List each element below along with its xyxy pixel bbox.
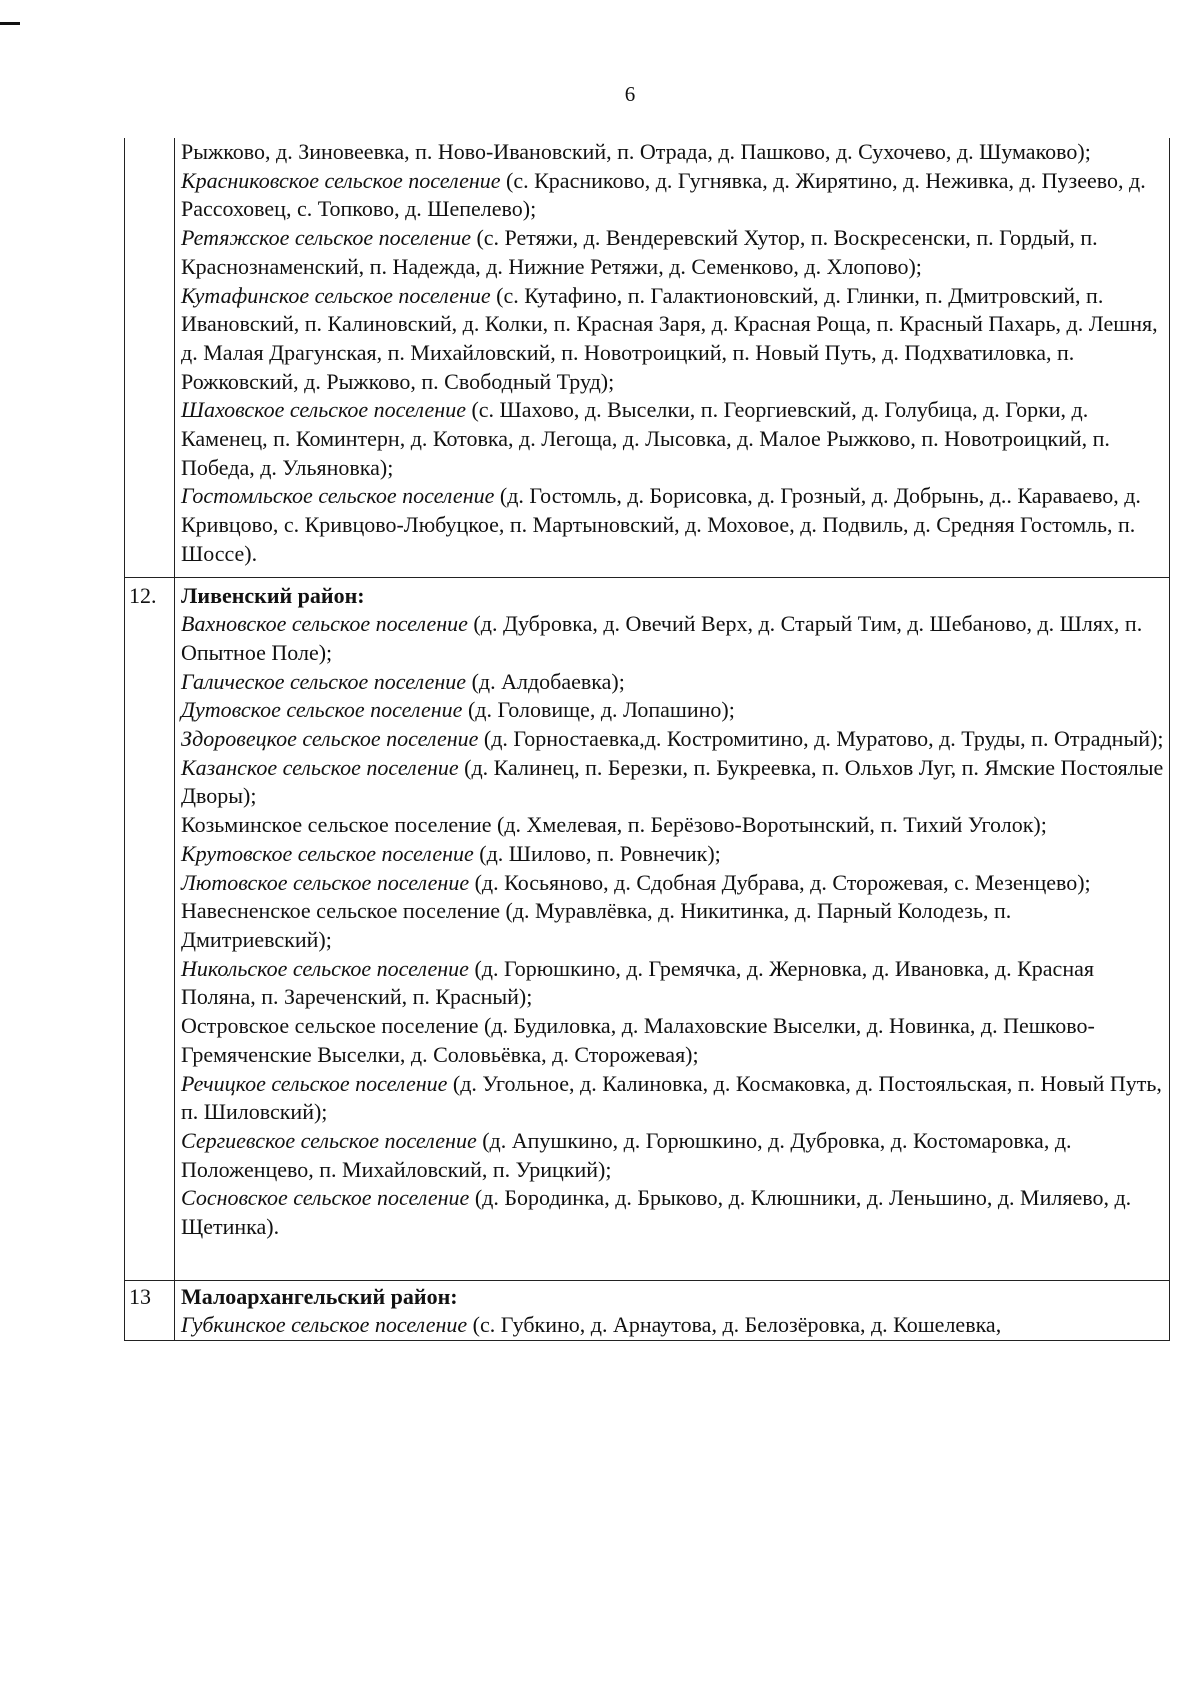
settlement-list: (д. Горюшкино, д. Гремячка, д. Жерновка, д. Ивановка, д. Красная Поляна, п. Зареченский, п. Красный); [181,955,1094,1010]
settlement-name: Речицкое сельское поселение [181,1070,448,1096]
scan-edge-mark [0,22,20,25]
settlements-table [124,138,1170,1341]
row-number [125,138,175,577]
settlement-list: (с. Красниково, д. Гугнявка, д. Жирятино, д. Неживка, д. Пузеево, д. Рассоховец, с. Топково, д. Шепелево); [181,167,1146,222]
settlement-list: (с. Ретяжи, д. Вендеревский Хутор, п. Воскресенски, п. Гордый, п. Краснознаменский, п. Надежда, д. Нижние Ретяжи, д. Семенково, д. Хлопово); [181,225,1098,279]
settlement-name: Сосновское сельское поселение [181,1185,470,1211]
settlement-entry [181,1070,1165,1127]
settlement-entry [181,811,1165,840]
settlement-name: Сергиевское сельское поселение [181,1127,477,1153]
settlement-list: Навесненское сельское поселение (д. Муравлёвка, д. Никитинка, д. Парный Колодезь, п. Дмитриевский); [181,898,1012,952]
settlement-list: (с. Шахово, д. Выселки, п. Георгиевский, д. Голубица, д. Горки, д. Каменец, п. Коминтерн, д. Котовка, д. Легоща, д. Лысовка, д. Малое Рыжково, п. Новотроицкий, п. Победа, д. Ульяновка); [181,397,1110,480]
settlement-list: (д. Калинец, п. Березки, п. Букреевка, п. Ольхов Луг, п. Ямские Постоялые Дворы); [181,754,1164,809]
settlement-list: (д. Дубровка, д. Овечий Верх, д. Старый Тим, д. Шебаново, д. Шлях, п. Опытное Поле); [181,611,1143,665]
settlement-name: Галическое сельское поселение [181,668,467,694]
settlement-list: (д. Шилово, п. Ровнечик); [473,840,721,866]
settlement-entry [181,955,1165,1012]
settlement-list: (д. Бородинка, д. Брыково, д. Клюшники, д. Леньшино, д. Миляево, д. Щетинка). [181,1185,1132,1240]
row-number: 12. [125,577,175,1280]
row-content [175,577,1170,1280]
settlement-name: Вахновское сельское поселение [181,611,468,637]
settlements-table-body [125,138,1170,1341]
settlement-entry [181,482,1165,568]
settlement-name: Губкинское сельское поселение [181,1312,468,1338]
settlement-entry [181,610,1165,667]
district-title: Ливенский район: [181,582,365,608]
table-row [125,138,1170,577]
settlement-entry [181,725,1165,754]
settlement-entry [181,869,1165,898]
settlement-name: Никольское сельское поселение [181,955,469,981]
settlement-entry [181,897,1165,954]
row-content [175,1280,1170,1340]
settlement-entry [181,282,1165,397]
settlement-entry [181,696,1165,725]
settlement-entry [181,396,1165,482]
settlement-entry [181,167,1165,224]
settlement-entry [181,1012,1165,1069]
settlement-entry [181,754,1165,811]
row-number: 13 [125,1280,175,1340]
settlement-entry [181,1184,1165,1241]
settlement-name: Дутовское сельское поселение [181,697,463,723]
settlement-name: Казанское сельское поселение [181,754,459,780]
settlement-list: (с. Губкино, д. Арнаутова, д. Белозёровка, д. Кошелевка, [467,1312,1002,1338]
row-content [175,138,1170,577]
settlement-list: (д. Гостомль, д. Борисовка, д. Грозный, д. Добрынь, д.. Караваево, д. Кривцово, с. Кривцово-Любуцкое, п. Мартыновский, д. Моховое, д. Подвиль, д. Средняя Гостомль, п. Шоссе). [181,483,1141,566]
settlement-name: Крутовское сельское поселение [181,840,474,866]
settlement-list: Козьминское сельское поселение (д. Хмелевая, п. Берёзово-Воротынский, п. Тихий Уголок); [181,812,1047,838]
settlement-list: (с. Кутафино, п. Галактионовский, д. Глинки, п. Дмитровский, п. Ивановский, п. Калиновский, д. Колки, п. Красная Заря, д. Красная Роща, п. Красный Пахарь, д. Лешня, д. Малая Драгунская, п. Михайловский, п. Новотроицкий, п. Новый Путь, д. Подхватиловка, п. Рожковский, д. Рыжково, п. Свободный Труд); [181,282,1158,394]
settlement-list: (д. Косьяново, д. Сдобная Дубрава, д. Сторожевая, с. Мезенцево); [469,869,1091,895]
settlement-name: Лютовское сельское поселение [181,869,470,895]
settlement-entry [181,1127,1165,1184]
settlement-list: (д. Апушкино, д. Горюшкино, д. Дубровка, д. Костомаровка, д. Положенцево, п. Михайловский, п. Урицкий); [181,1127,1072,1182]
settlement-entry [181,138,1165,167]
settlement-name: Гостомльское сельское поселение [181,483,495,509]
settlement-name: Здоровецкое сельское поселение [181,726,479,752]
settlement-list: Островское сельское поселение (д. Будиловка, д. Малаховские Выселки, д. Новинка, д. Пешково-Гремяченские Выселки, д. Соловьёвка, д. Сторожевая); [181,1013,1095,1067]
settlement-list: Рыжково, д. Зиновеевка, п. Ново-Ивановский, п. Отрада, д. Пашково, д. Сухочево, д. Шумаково); [181,139,1091,164]
settlement-name: Ретяжское сельское поселение [181,225,471,251]
settlement-entry [181,840,1165,869]
settlement-entry [181,224,1165,281]
settlement-list: (д. Угольное, д. Калиновка, д. Космаковка, д. Постояльская, п. Новый Путь, п. Шиловский); [181,1070,1162,1125]
settlement-list: (д. Алдобаевка); [466,668,625,694]
settlement-name: Красниковское сельское поселение [181,167,501,193]
table-row [125,1280,1170,1340]
settlement-entry [181,668,1165,697]
settlement-list: (д. Горностаевка,д. Костромитино, д. Муратово, д. Труды, п. Отрадный); [478,726,1164,752]
page-number: 6 [624,82,636,106]
district-title: Малоархангельский район: [181,1283,458,1309]
table-row [125,577,1170,1280]
settlement-list: (д. Головище, д. Лопашино); [462,697,735,723]
settlement-name: Шаховское сельское поселение [181,397,466,423]
settlement-entry [181,1311,1165,1340]
settlement-name: Кутафинское сельское поселение [181,282,491,308]
